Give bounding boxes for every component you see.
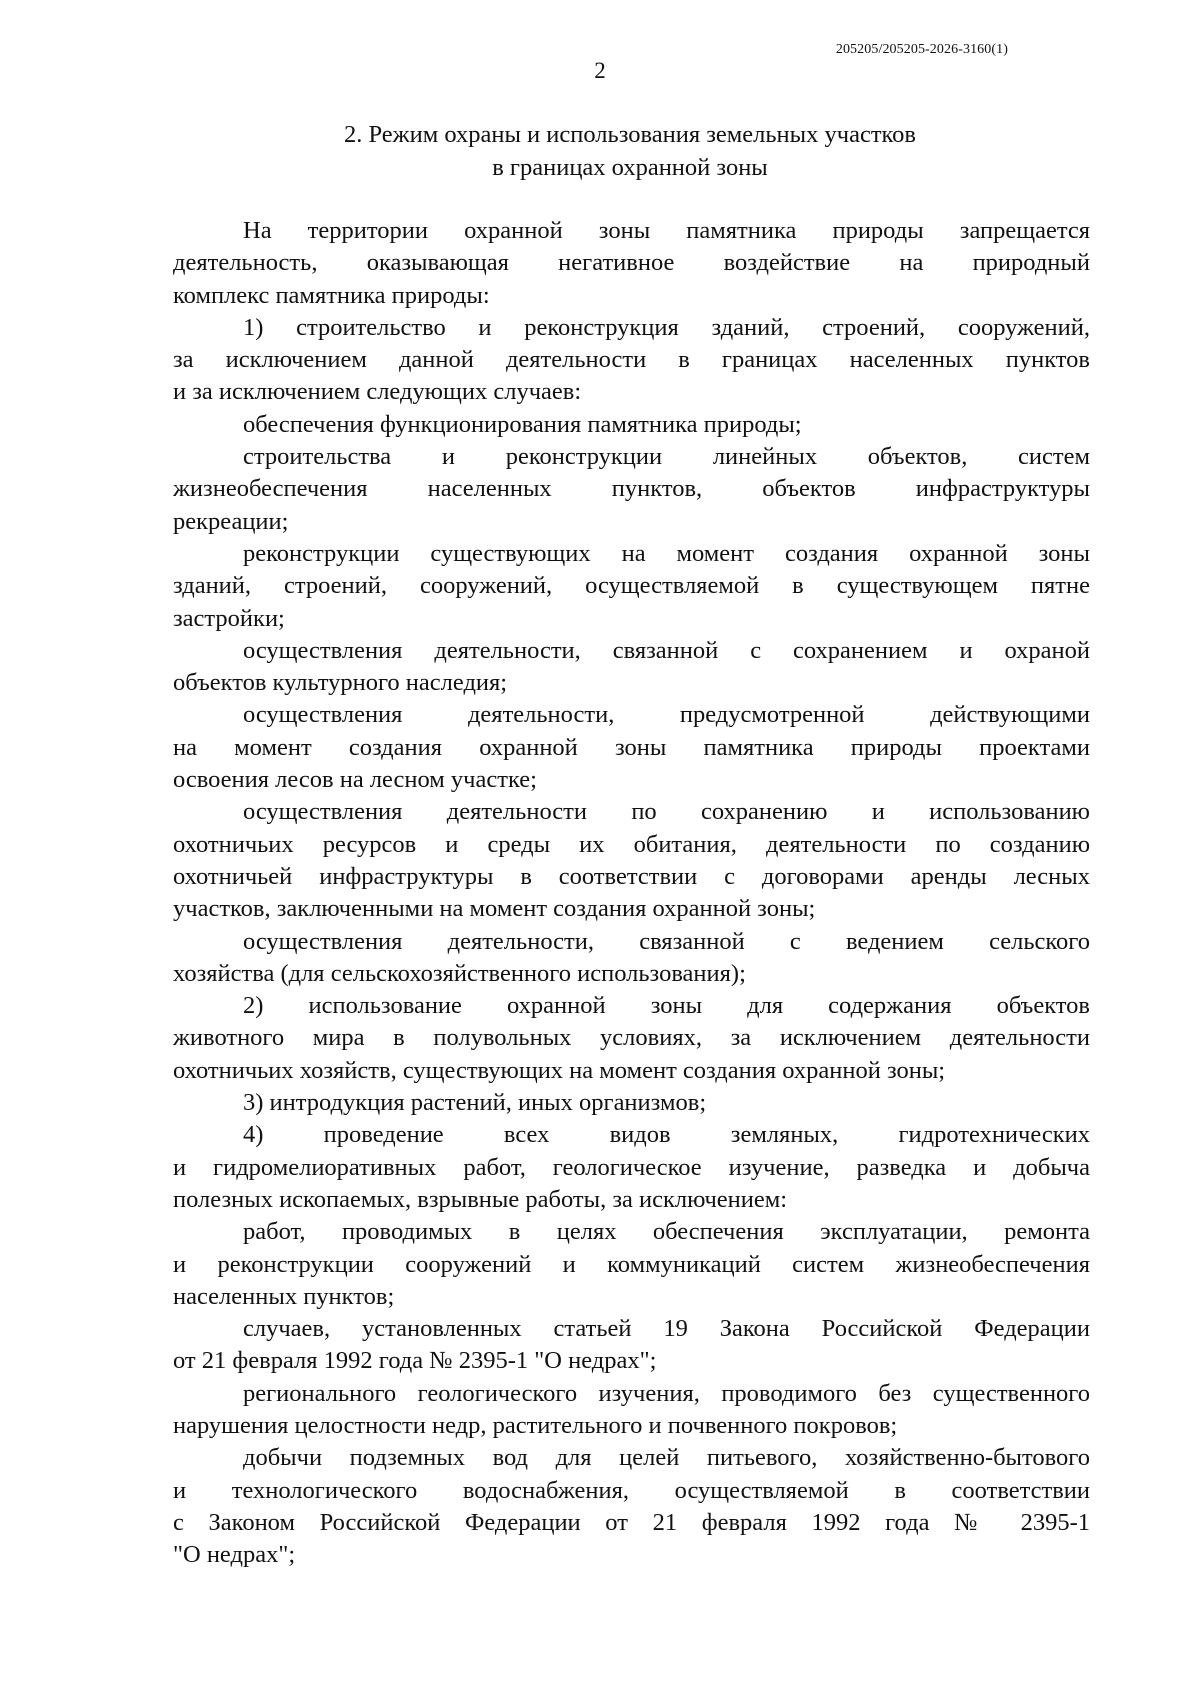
paragraph — [173, 1216, 1090, 1313]
paragraph-line: объектов культурного наследия; — [173, 669, 508, 697]
paragraph-line: и гидромелиоративных работ, геологическое изучение, разведка и добыча — [173, 1153, 1090, 1181]
paragraph — [173, 1442, 1090, 1571]
paragraph-line: охотничьих хозяйств, существующих на момент создания охранной зоны; — [173, 1056, 946, 1084]
paragraph-line: населенных пунктов; — [173, 1282, 395, 1310]
paragraph-line: и технологического водоснабжения, осуществляемой в соответствии — [173, 1476, 1090, 1504]
paragraph-line: освоения лесов на лесном участке; — [173, 766, 537, 794]
paragraph — [173, 1313, 1090, 1378]
paragraph-line: животного мира в полувольных условиях, за исключением деятельности — [173, 1024, 1090, 1052]
section-title-line-1: 2. Режим охраны и использования земельных участков — [343, 121, 917, 148]
paragraph-line: зданий, строений, сооружений, осуществляемой в существующем пятне — [173, 572, 1090, 600]
paragraph-line: работ, проводимых в целях обеспечения эксплуатации, ремонта — [243, 1218, 1090, 1246]
paragraph-line: на момент создания охранной зоны памятника природы проектами — [173, 733, 1090, 761]
paragraph — [173, 312, 1090, 409]
paragraph-line: 4) проведение всех видов земляных, гидротехнических — [243, 1121, 1090, 1149]
paragraph-line: рекреации; — [173, 507, 289, 535]
paragraph-line: охотничьей инфраструктуры в соответствии с договорами аренды лесных — [173, 862, 1090, 890]
document-id: 205205/205205-2026-3160(1) — [835, 42, 1008, 57]
paragraph — [173, 1119, 1090, 1216]
paragraph-line: нарушения целостности недр, растительного и почвенного покровов; — [173, 1411, 898, 1439]
paragraph-line: и за исключением следующих случаев: — [173, 378, 582, 406]
paragraph-line: деятельность, оказывающая негативное воздействие на природный — [173, 249, 1090, 277]
paragraph-line: осуществления деятельности, связанной с сохранением и охраной — [243, 636, 1090, 664]
paragraph-line: участков, заключенными на момент создания охранной зоны; — [173, 895, 816, 923]
paragraph — [173, 441, 1090, 538]
paragraph — [173, 409, 1090, 441]
paragraph-line: осуществления деятельности, предусмотренной действующими — [243, 701, 1090, 729]
paragraph-line: с Законом Российской Федерации от 21 февраля 1992 года № 2395-1 — [173, 1508, 1090, 1536]
paragraph-line: случаев, установленных статьей 19 Закона Российской Федерации — [243, 1315, 1090, 1343]
paragraph — [173, 1087, 1090, 1119]
paragraph-line: 3) интродукция растений, иных организмов; — [243, 1089, 707, 1117]
paragraph — [173, 926, 1090, 991]
paragraph — [173, 215, 1090, 312]
paragraph-line: хозяйства (для сельскохозяйственного использования); — [173, 959, 746, 987]
paragraph-line: добычи подземных вод для целей питьевого, хозяйственно-бытового — [243, 1444, 1090, 1472]
paragraph — [173, 538, 1090, 635]
paragraph — [173, 796, 1090, 925]
paragraph-line: осуществления деятельности, связанной с ведением сельского — [243, 927, 1090, 955]
paragraph-line: обеспечения функционирования памятника природы; — [243, 410, 802, 438]
paragraph-line: На территории охранной зоны памятника природы запрещается — [243, 217, 1090, 244]
paragraph-line: 1) строительство и реконструкция зданий, строений, сооружений, — [243, 313, 1090, 341]
paragraph-line: за исключением данной деятельности в границах населенных пунктов — [173, 346, 1090, 374]
paragraph-line: жизнеобеспечения населенных пунктов, объектов инфраструктуры — [173, 475, 1090, 503]
paragraph-line: полезных ископаемых, взрывные работы, за исключением: — [173, 1185, 788, 1213]
paragraph — [173, 990, 1090, 1087]
paragraph-line: строительства и реконструкции линейных объектов, систем — [243, 443, 1090, 471]
document-body — [173, 215, 1090, 1571]
page-number: 2 — [594, 58, 606, 83]
paragraph — [173, 635, 1090, 700]
paragraph — [173, 1378, 1090, 1443]
paragraph-line: регионального геологического изучения, проводимого без существенного — [243, 1379, 1090, 1407]
paragraph-line: охотничьих ресурсов и среды их обитания, деятельности по созданию — [173, 830, 1090, 858]
paragraph-line: "О недрах"; — [173, 1541, 296, 1569]
paragraph-line: и реконструкции сооружений и коммуникаций систем жизнеобеспечения — [173, 1250, 1090, 1278]
paragraph-line: реконструкции существующих на момент создания охранной зоны — [243, 539, 1090, 567]
section-title — [170, 118, 1090, 184]
paragraph — [173, 699, 1090, 796]
paragraph-line: застройки; — [173, 604, 285, 632]
paragraph-line: от 21 февраля 1992 года № 2395-1 "О недрах"; — [173, 1347, 657, 1375]
section-title-line-2: в границах охранной зоны — [492, 154, 768, 181]
paragraph-line: комплекс памятника природы: — [173, 281, 490, 309]
paragraph-line: 2) использование охранной зоны для содержания объектов — [243, 992, 1090, 1020]
paragraph-line: осуществления деятельности по сохранению и использованию — [243, 798, 1090, 826]
